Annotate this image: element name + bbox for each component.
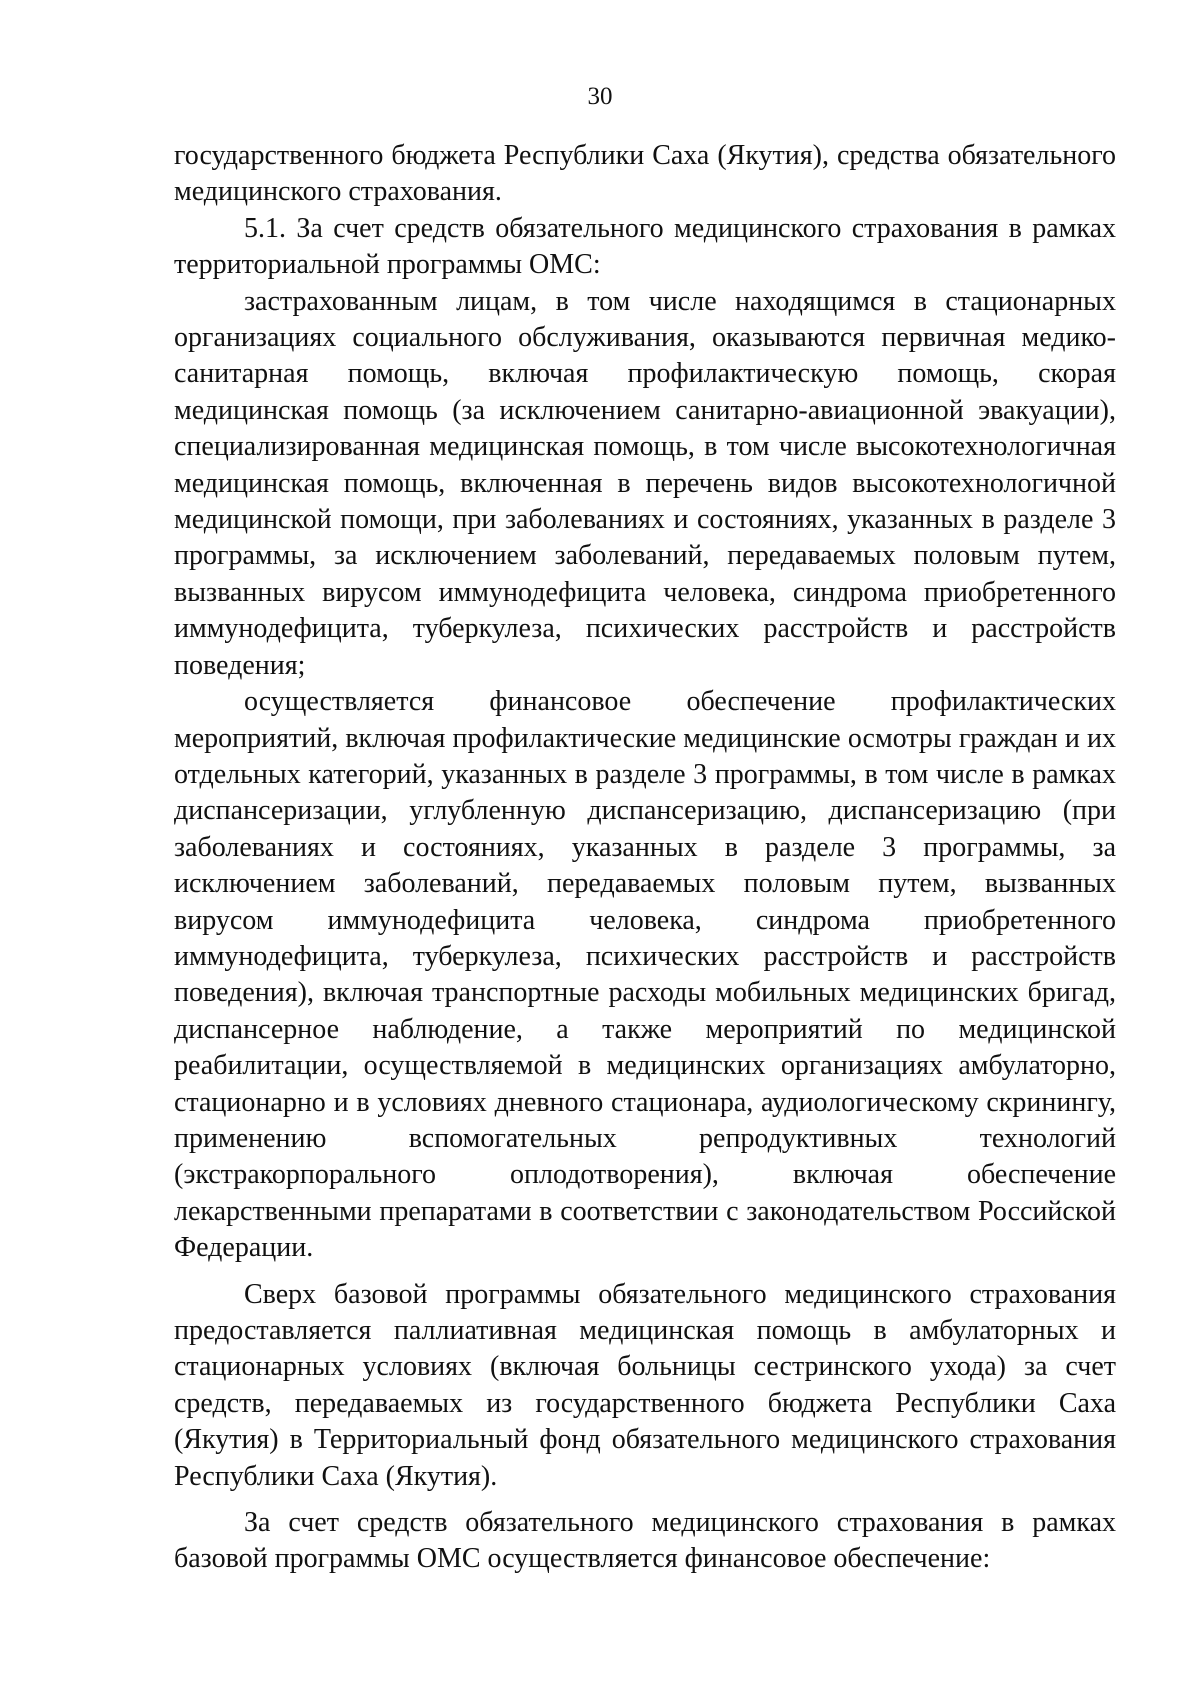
- paragraph-continuation: государственного бюджета Республики Саха (Якутия), средства обязательного медицинского страхования.: [174, 140, 1116, 208]
- paragraph-palliative-care: Сверх базовой программы обязательного медицинского страхования предоставляется паллиативная медицинская помощь в амбулаторных и стационарных условиях (включая больницы сестринского ухода) за счет средств, передаваемых из государственного бюджета Республики Саха (Якутия) в Территориальный фонд обязательного медицинского страхования Республики Саха (Якутия).: [174, 1278, 1116, 1492]
- document-body: [174, 138, 1116, 1578]
- paragraph-insured-persons: застрахованным лицам, в том числе находящимся в стационарных организациях социального обслуживания, оказываются первичная медико-санитарная помощь, включая профилактическую помощь, скорая медицинская помощь (за исключением санитарно-авиационной эвакуации), специализированная медицинская помощь, в том числе высокотехнологичная медицинская помощь, включенная в перечень видов высокотехнологичной медицинской помощи, при заболеваниях и состояниях, указанных в разделе 3 программы, за исключением заболеваний, передаваемых половым путем, вызванных вирусом иммунодефицита человека, синдрома приобретенного иммунодефицита, туберкулеза, психических расстройств и расстройств поведения;: [174, 285, 1116, 681]
- paragraph-preventive-measures: осуществляется финансовое обеспечение профилактических мероприятий, включая профилактические медицинские осмотры граждан и их отдельных категорий, указанных в разделе 3 программы, в том числе в рамках диспансеризации, углубленную диспансеризацию, диспансеризацию (при заболеваниях и состояниях, указанных в разделе 3 программы, за исключением заболеваний, передаваемых половым путем, вызванных вирусом иммунодефицита человека, синдрома приобретенного иммунодефицита, туберкулеза, психических расстройств и расстройств поведения), включая транспортные расходы мобильных медицинских бригад, диспансерное наблюдение, а также мероприятий по медицинской реабилитации, осуществляемой в медицинских организациях амбулаторно, стационарно и в условиях дневного стационара, аудиологическому скринингу, применению вспомогательных репродуктивных технологий (экстракорпорального оплодотворения), включая обеспечение лекарственными препаратами в соответствии с законодательством Российской Федерации.: [174, 686, 1116, 1264]
- paragraph-section-5-1: 5.1. За счет средств обязательного медицинского страхования в рамках территориальной программы ОМС:: [174, 212, 1116, 281]
- page-number: 30: [587, 83, 613, 110]
- paragraph-base-program: За счет средств обязательного медицинского страхования в рамках базовой программы ОМС осуществляется финансовое обеспечение:: [174, 1507, 1116, 1575]
